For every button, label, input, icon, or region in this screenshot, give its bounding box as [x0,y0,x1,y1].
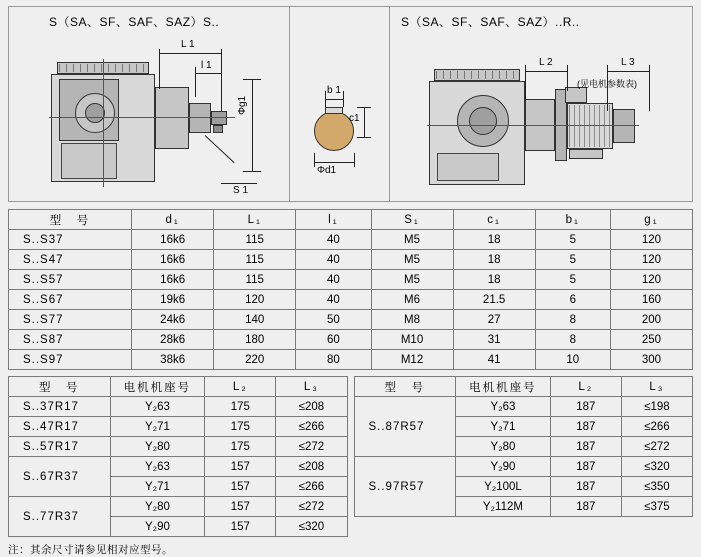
main-dimension-table-wrap [8,209,693,370]
motor-param-note: (见电机参数表) [577,79,637,89]
main-r4-c6: 8 [535,310,610,330]
left-g1-r2-c0: Y₂80 [110,497,205,517]
left-g0-model-0: S..37R17 [9,397,111,417]
main-r1-c7: 120 [610,250,692,270]
main-r3-c2: 120 [214,290,296,310]
right-table-header-row [354,377,693,397]
left-g0-r1-c0: Y₂71 [110,417,205,437]
right-g1-r2-c0: Y₂112M [456,497,551,517]
main-r6-c2: 220 [214,350,296,370]
main-th-3: l₁ [296,210,371,230]
dim-S1-underline [221,183,257,184]
table-row [9,417,348,437]
dim-S1-label: S 1 [233,185,249,196]
main-r6-c6: 10 [535,350,610,370]
main-r5-c0: S..S87 [9,330,132,350]
r-motor-foot [569,149,603,159]
left-motor-table-wrap [8,376,348,537]
main-r3-c7: 160 [610,290,692,310]
left-g1-r1-c2: ≤266 [276,477,347,497]
dim-g1-tick-bottom [243,171,261,172]
right-g0-model-0: S..87R57 [354,397,456,457]
main-r1-c6: 5 [535,250,610,270]
main-r1-c1: 16k6 [132,250,214,270]
dim-g1-label: Φg1 [237,95,248,115]
left-motor-table [8,376,348,537]
main-r5-c6: 8 [535,330,610,350]
dim-L3-tick-right [649,65,650,111]
main-r3-c4: M6 [371,290,453,310]
right-g1-model-0: S..97R57 [354,457,456,517]
dim-c1-tick-bottom [357,137,371,138]
left-g1-r3-c2: ≤320 [276,517,347,537]
dim-g1-line [252,79,253,171]
right-g1-r0-c0: Y₂90 [456,457,551,477]
right-th-2: L₂ [550,377,621,397]
right-g0-r2-c0: Y₂80 [456,437,551,457]
main-r0-c1: 16k6 [132,230,214,250]
main-r2-c1: 16k6 [132,270,214,290]
left-g0-r2-c1: 175 [205,437,276,457]
main-r3-c1: 19k6 [132,290,214,310]
right-th-3: L₃ [621,377,692,397]
table-row [9,397,348,417]
main-r5-c1: 28k6 [132,330,214,350]
main-table-header-row [9,210,693,230]
r-motor-fins [569,105,611,147]
dim-L2-tick-right [567,65,568,91]
left-g0-model-1: S..47R17 [9,417,111,437]
dim-d1-tick-left [314,153,315,167]
right-th-0: 型 号 [354,377,456,397]
main-r1-c2: 115 [214,250,296,270]
main-dimension-table [8,209,693,370]
right-g0-r0-c0: Y₂63 [456,397,551,417]
left-g1-r3-c1: 157 [205,517,276,537]
table-row [354,397,693,417]
centerline-horizontal [49,117,235,118]
main-r5-c4: M10 [371,330,453,350]
table-row [9,497,348,517]
main-r6-c5: 41 [453,350,535,370]
dim-L2-line [525,71,567,72]
right-g0-r1-c0: Y₂71 [456,417,551,437]
left-th-1: 电机机座号 [110,377,205,397]
main-r2-c2: 115 [214,270,296,290]
main-r1-c4: M5 [371,250,453,270]
dim-c1-line [364,107,365,137]
left-g0-r1-c1: 175 [205,417,276,437]
key-shaft-circle [314,111,354,151]
table-row [9,230,693,250]
dim-d1-label: Φd1 [317,165,337,176]
left-g0-r1-c2: ≤266 [276,417,347,437]
main-th-7: g₁ [610,210,692,230]
main-r2-c4: M5 [371,270,453,290]
dim-L1-tick-left [159,49,160,89]
dim-d1-tick-right [354,153,355,167]
right-g1-r0-c1: 187 [550,457,621,477]
right-g0-r2-c2: ≤272 [621,437,692,457]
left-g0-r0-c2: ≤208 [276,397,347,417]
table-row [9,330,693,350]
main-r3-c3: 40 [296,290,371,310]
left-g1-r0-c2: ≤208 [276,457,347,477]
main-r4-c1: 24k6 [132,310,214,330]
dim-L1-label: L 1 [181,39,195,50]
gear-lower-face [61,143,117,179]
dim-b1-tick-right [343,91,344,107]
dim-L3-label: L 3 [621,57,635,68]
diagram-band [8,6,693,202]
r-motor-fan-cover [613,109,635,143]
table-row [9,350,693,370]
table-row [9,437,348,457]
main-r0-c5: 18 [453,230,535,250]
main-r1-c0: S..S47 [9,250,132,270]
main-r5-c5: 31 [453,330,535,350]
footnote: 注：其余尺寸请参见相对应型号。 [8,544,173,556]
main-r0-c3: 40 [296,230,371,250]
r-bore-inner [469,107,497,135]
right-g1-r1-c1: 187 [550,477,621,497]
main-r2-c3: 40 [296,270,371,290]
table-row [9,310,693,330]
right-g0-r0-c2: ≤198 [621,397,692,417]
main-r0-c0: S..S37 [9,230,132,250]
main-r6-c1: 38k6 [132,350,214,370]
main-r4-c7: 200 [610,310,692,330]
main-th-5: c₁ [453,210,535,230]
dim-g1-tick-top [243,79,261,80]
diagram-divider-1 [289,7,290,201]
dim-L2-label: L 2 [539,57,553,68]
right-g0-r1-c1: 187 [550,417,621,437]
dim-b1-line [325,99,343,100]
left-g1-r1-c1: 157 [205,477,276,497]
left-g1-model-0: S..67R37 [9,457,111,497]
gear-shaft-collar [189,103,211,133]
gear-bore-inner [85,103,105,123]
left-th-0: 型 号 [9,377,111,397]
left-g1-model-1: S..77R37 [9,497,111,537]
left-g1-r1-c0: Y₂71 [110,477,205,497]
main-th-2: L₁ [214,210,296,230]
main-th-1: d₁ [132,210,214,230]
dim-L1-line [159,53,221,54]
left-th-3: L₃ [276,377,347,397]
dim-c1-label: c1 [349,113,360,124]
dim-L1-tick-right [221,49,222,111]
main-r1-c3: 40 [296,250,371,270]
centerline-vertical [103,59,104,187]
right-g0-r1-c2: ≤266 [621,417,692,437]
left-g0-r2-c2: ≤272 [276,437,347,457]
main-r2-c0: S..S57 [9,270,132,290]
main-r2-c7: 120 [610,270,692,290]
main-r0-c4: M5 [371,230,453,250]
main-r0-c6: 5 [535,230,610,250]
left-g0-model-2: S..57R17 [9,437,111,457]
main-r6-c4: M12 [371,350,453,370]
left-th-2: L₂ [205,377,276,397]
main-r1-c5: 18 [453,250,535,270]
left-g1-r2-c2: ≤272 [276,497,347,517]
main-r2-c6: 5 [535,270,610,290]
left-diagram-title: S（SA、SF、SAF、SAZ）S.. [49,15,220,29]
left-g1-r3-c0: Y₂90 [110,517,205,537]
gear-shaft-end [211,111,227,125]
left-g0-r0-c0: Y₂63 [110,397,205,417]
dim-b1-tick-left [325,91,326,107]
main-th-4: S₁ [371,210,453,230]
dim-l1-line [195,73,221,74]
right-g1-r0-c2: ≤320 [621,457,692,477]
lower-tables [8,376,693,537]
dim-l1-label: l 1 [201,60,212,71]
r-top-ribs [436,71,518,79]
right-g0-r2-c1: 187 [550,437,621,457]
main-r5-c3: 60 [296,330,371,350]
left-g1-r2-c1: 157 [205,497,276,517]
dim-c1-tick-top [357,107,371,108]
main-r3-c5: 21.5 [453,290,535,310]
main-r4-c0: S..S77 [9,310,132,330]
gear-output-housing [155,87,189,149]
main-r4-c4: M8 [371,310,453,330]
right-th-1: 电机机座号 [456,377,551,397]
right-motor-table [354,376,694,517]
right-g1-r2-c2: ≤375 [621,497,692,517]
dim-l1-tick-left [195,67,196,97]
right-motor-table-wrap [354,376,694,537]
gear-shaft-key [213,125,223,133]
main-r2-c5: 18 [453,270,535,290]
main-r4-c2: 140 [214,310,296,330]
left-g0-r2-c0: Y₂80 [110,437,205,457]
right-diagram-title: S（SA、SF、SAF、SAZ）..R.. [401,15,580,29]
main-r4-c5: 27 [453,310,535,330]
right-g1-r2-c1: 187 [550,497,621,517]
main-r6-c7: 300 [610,350,692,370]
r-lower-face [437,153,499,181]
dim-b1-label: b 1 [327,85,341,96]
main-r6-c0: S..S97 [9,350,132,370]
main-r0-c2: 115 [214,230,296,250]
main-r5-c7: 250 [610,330,692,350]
left-g0-r0-c1: 175 [205,397,276,417]
r-centerline [427,125,639,126]
left-g1-r0-c0: Y₂63 [110,457,205,477]
dim-L3-line [607,71,649,72]
table-row [354,457,693,477]
main-r3-c0: S..S67 [9,290,132,310]
main-r5-c2: 180 [214,330,296,350]
right-g0-r0-c1: 187 [550,397,621,417]
main-r4-c3: 50 [296,310,371,330]
main-r6-c3: 80 [296,350,371,370]
key-slot [325,107,343,114]
right-g1-r1-c2: ≤350 [621,477,692,497]
dim-d1-line [314,162,354,163]
dim-L2-tick-left [525,65,526,101]
table-row [9,457,348,477]
table-row [9,270,693,290]
table-row [9,250,693,270]
dim-S1-leader [205,135,235,163]
main-th-0: 型 号 [9,210,132,230]
main-r0-c7: 120 [610,230,692,250]
left-table-header-row [9,377,348,397]
left-g1-r0-c1: 157 [205,457,276,477]
main-r3-c6: 6 [535,290,610,310]
diagram-divider-2 [389,7,390,201]
table-row [9,290,693,310]
right-g1-r1-c0: Y₂100L [456,477,551,497]
main-th-6: b₁ [535,210,610,230]
